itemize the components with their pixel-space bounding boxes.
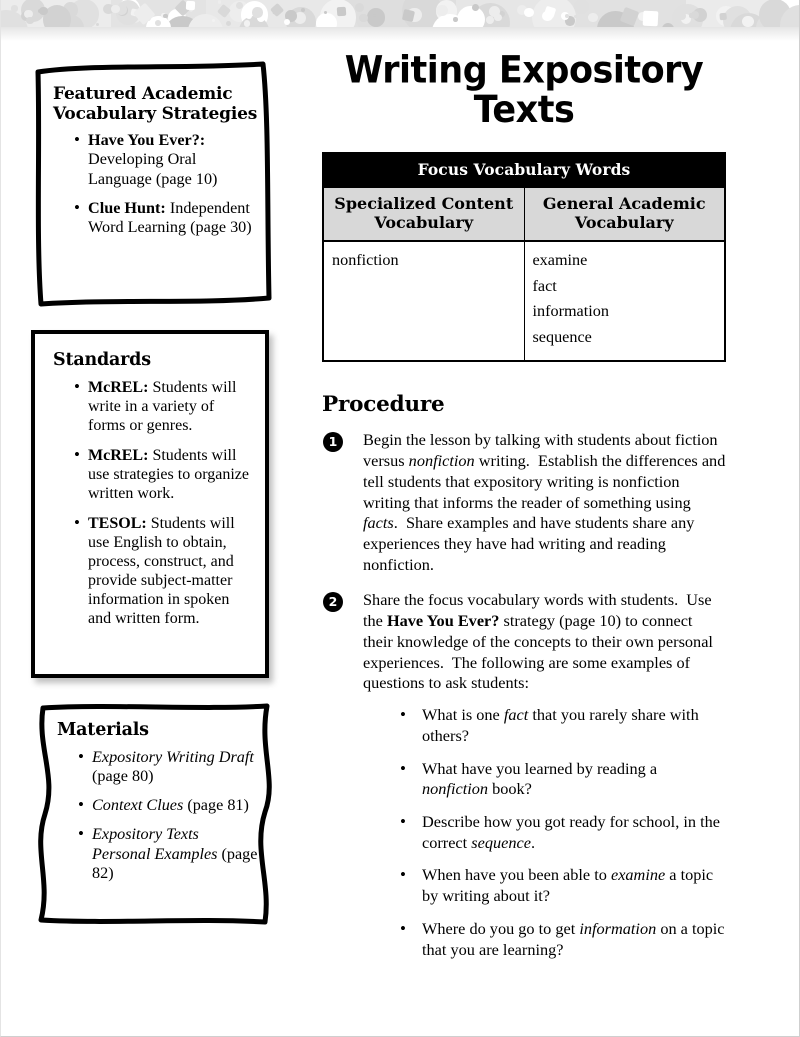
question-item: • When have you been able to examine a topic by writing about it?	[400, 865, 726, 906]
list-item	[78, 796, 261, 815]
step-number-badge: 1	[323, 432, 343, 452]
table-title-cell: Focus Vocabulary Words	[323, 153, 725, 187]
list-item	[74, 378, 253, 435]
standards-title: Standards	[53, 350, 151, 370]
list-item	[74, 199, 260, 238]
procedure-steps	[322, 430, 726, 960]
material-page: (page 81)	[187, 796, 249, 815]
list-item	[74, 131, 260, 189]
step-number-badge: 2	[323, 592, 343, 612]
materials-list	[57, 748, 261, 884]
procedure-heading: Procedure	[322, 392, 445, 418]
material-name: Expository Texts Personal Examples	[92, 825, 218, 863]
material-name: Context Clues	[92, 796, 184, 815]
table-header-row	[323, 187, 725, 241]
confetti-band-decoration	[1, 0, 800, 27]
vocab-word: sequence	[532, 327, 592, 346]
column-header-specialized: Specialized Content Vocabulary	[323, 187, 524, 241]
strategy-detail: Independent Word Learning (page 30)	[88, 198, 252, 237]
band-fade-decoration	[1, 27, 800, 41]
materials-box	[31, 700, 279, 928]
general-vocabulary-cell	[524, 241, 725, 361]
question-item: • Describe how you got ready for school, in the correct sequence.	[400, 812, 726, 853]
list-item	[78, 748, 261, 787]
page-title: Writing Expository Texts	[344, 49, 704, 132]
question-item: • What is one fact that you rarely share with others?	[400, 705, 726, 746]
strategy-detail: Developing Oral Language (page 10)	[88, 150, 218, 188]
standard-text: Students will use strategies to organize written work.	[88, 446, 249, 502]
specialized-word-list	[332, 248, 516, 273]
list-item	[78, 825, 261, 883]
focus-vocabulary-table	[322, 152, 726, 362]
procedure-step	[322, 430, 726, 576]
standard-org: McREL:	[88, 446, 149, 464]
featured-strategies-box	[31, 58, 276, 310]
vocab-word: examine	[532, 251, 588, 270]
question-item: • What have you learned by reading a nonfiction book?	[400, 759, 726, 800]
standards-list	[53, 378, 253, 628]
list-item	[74, 514, 253, 628]
standard-org: McREL:	[88, 378, 149, 396]
featured-strategies-list	[53, 131, 260, 237]
example-questions-list	[363, 705, 726, 960]
standard-text: Students will use English to obtain, process, construct, and provide subject-matter information in spoken and written form.	[88, 514, 235, 627]
procedure-step	[322, 590, 726, 960]
question-item: • Where do you go to get information on a topic that you are learning?	[400, 919, 726, 960]
column-header-general: General Academic Vocabulary	[524, 187, 725, 241]
vocab-word: nonfiction	[332, 251, 399, 270]
strategy-name: Have You Ever?:	[88, 131, 206, 150]
standard-org: TESOL:	[88, 514, 147, 532]
main-content	[322, 49, 726, 974]
sidebar	[31, 58, 283, 948]
step-text: Begin the lesson by talking with students about fiction versus nonfiction writing. Establish the differences and tell students that expository writing is nonfiction writing that informs the reader of something using facts. Share examples and have students share any experiences they have had writing and reading nonfiction.	[363, 430, 726, 575]
material-name: Expository Writing Draft	[92, 747, 254, 766]
table-title-row	[323, 153, 725, 187]
step-text: Share the focus vocabulary words with students. Use the Have You Ever? strategy (page 10) to connect their knowledge of the concepts to their own personal experiences. The following are some examples of questions to ask students:	[363, 590, 713, 693]
vocab-word: information	[532, 302, 609, 321]
material-page: (page 82)	[92, 844, 258, 883]
table-row	[323, 241, 725, 361]
materials-title: Materials	[57, 720, 149, 740]
specialized-vocabulary-cell	[323, 241, 524, 361]
vocab-word: fact	[532, 276, 557, 295]
featured-strategies-title: Featured Academic Vocabulary Strategies	[53, 84, 258, 125]
standard-text: Students will write in a variety of forms or genres.	[88, 378, 237, 434]
general-word-list	[533, 248, 717, 350]
standards-box	[31, 330, 269, 678]
list-item	[74, 446, 253, 503]
strategy-name: Clue Hunt:	[88, 198, 166, 217]
material-page: (page 80)	[92, 766, 154, 785]
